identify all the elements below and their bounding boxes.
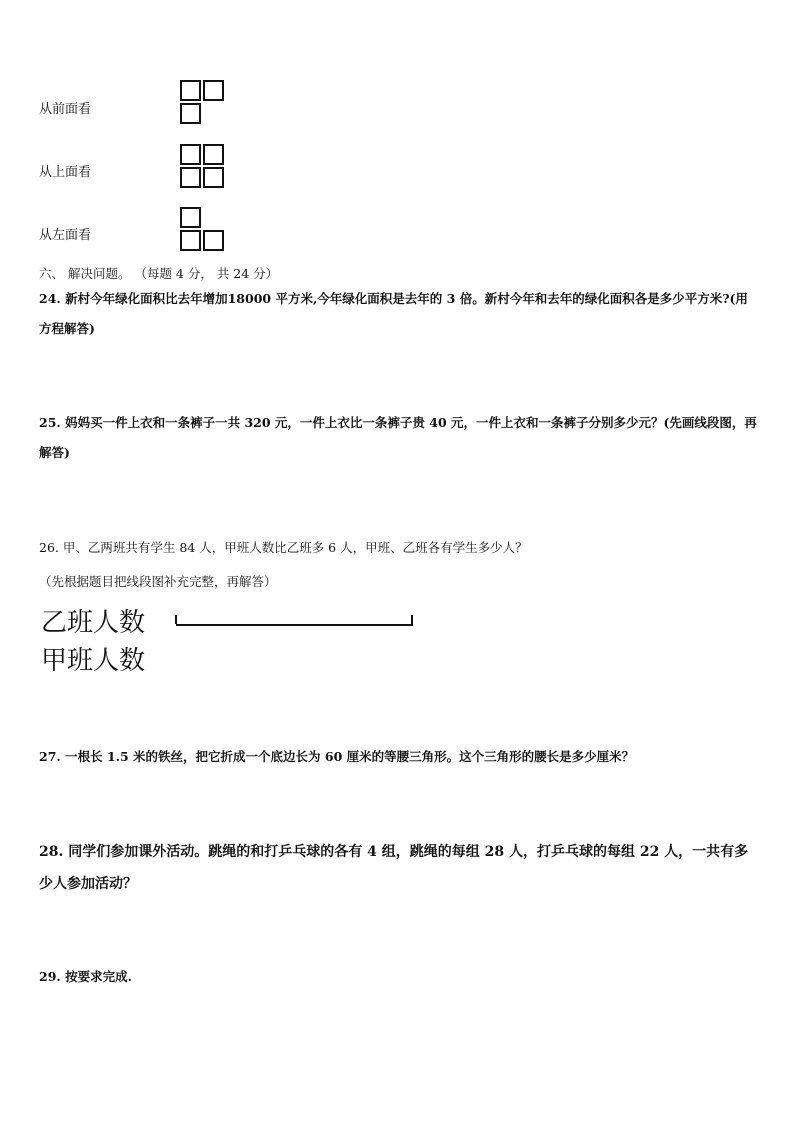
square (203, 144, 224, 165)
class-b-segment (176, 624, 413, 626)
class-b-label: 乙班人数 (41, 608, 146, 638)
left-view-label: 从左面看 (39, 228, 92, 243)
section-heading: 六、 解决问题。 （每题 4 分， 共 24 分） (39, 266, 279, 281)
question-27: 27. 一根长 1.5 米的铁丝，把它折成一个底边长为 60 厘米的等腰三角形。这个三角形的腰长是多少厘米？ (39, 749, 635, 764)
question-26: 26. 甲、乙两班共有学生 84 人，甲班人数比乙班多 6 人，甲班、乙班各有学生多少人？ (39, 540, 528, 555)
square (203, 230, 224, 251)
segment-start-tick (175, 615, 177, 624)
square (180, 103, 201, 124)
square (180, 80, 201, 101)
segment-end-tick (411, 615, 413, 624)
class-a-label: 甲班人数 (41, 646, 146, 676)
question-29: 29. 按要求完成. (39, 969, 132, 984)
square (180, 167, 201, 188)
front-view-label: 从前面看 (39, 102, 92, 117)
square (180, 230, 201, 251)
square (203, 167, 224, 188)
square (180, 207, 201, 228)
square (180, 144, 201, 165)
question-26-note: （先根据题目把线段图补充完整，再解答） (39, 574, 277, 589)
square (203, 80, 224, 101)
top-view-label: 从上面看 (39, 165, 92, 180)
question-24: 24. 新村今年绿化面积比去年增加18000 平方米,今年绿化面积是去年的 3 倍。新村今年和去年的绿化面积各是多少平方米?(用方程解答) (39, 291, 748, 336)
question-25: 25. 妈妈买一件上衣和一条裤子一共 320 元，一件上衣比一条裤子贵 40 元，一件上衣和一条裤子分别多少元？(先画线段图，再解答) (39, 415, 757, 460)
question-28: 28. 同学们参加课外活动。跳绳的和打乒乓球的各有 4 组，跳绳的每组 28 人，打乒乓球的每组 22 人，一共有多少人参加活动？ (39, 844, 749, 892)
